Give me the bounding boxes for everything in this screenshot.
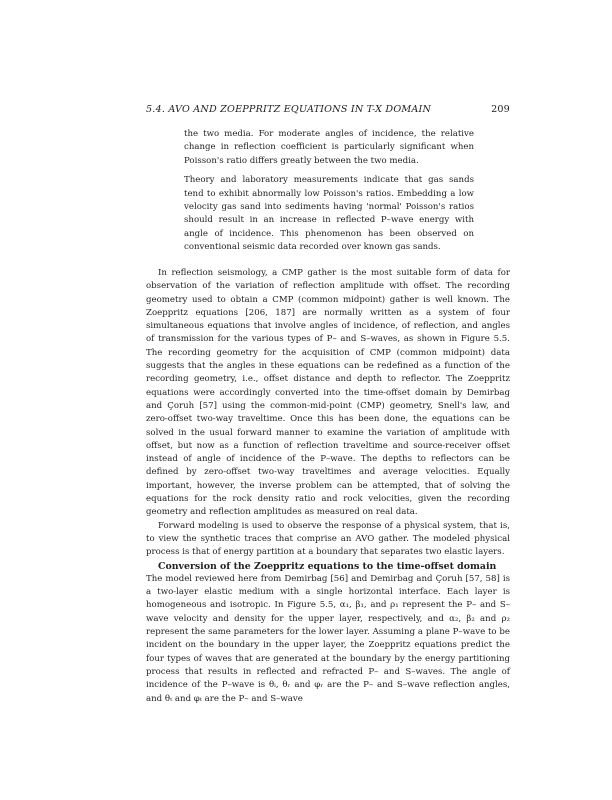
page-number: 209 [491, 104, 510, 115]
body-paragraph: In reflection seismology, a CMP gather is the most suitable form of data for observation of the variation of reflection amplitude with offset. The recording geometry used to obtain a CMP (common midpoint) gather is well known. The Zoeppritz equations [206, 187] are normally written as a system of four simultaneous equations that involve angles of incidence, of reflection, and angles of transmission for the various types of P– and S–waves, as shown in Figure 5.5. The recording geometry for the acquisition of CMP (common midpoint) data suggests that the angles in these equations can be redefined as a function of the recording geometry, i.e., offset distance and depth to reflector. The Zoeppritz equations were accordingly converted into the time-offset domain by Demirbag and Çoruh [57] using the common-mid-point (CMP) geometry, Snell's law, and zero-offset two-way traveltime. Once this has been done, the equations can be solved in the usual forward manner to examine the variation of amplitude with offset, but now as a function of reflection traveltime and source-receiver offset instead of angle of incidence of the P–wave. The depths to reflectors can be defined by zero-offset two-way traveltimes and average velocities. Equally important, however, the inverse problem can be attempted, that of solving the equations for the rock density ratio and rock velocities, given the recording geometry and reflection amplitudes as measured on real data. [146, 268, 510, 518]
body-paragraph: Forward modeling is used to observe the response of a physical system, that is, to view the synthetic traces that comprise an AVO gather. The modeled physical process is that of energy partition at a boundary that separates two elastic layers. [146, 520, 510, 558]
quoted-passage [184, 128, 474, 261]
quote-paragraph: the two media. For moderate angles of incidence, the relative change in reflection coefficient is particularly significant when Poisson's ratio differs greatly between the two media. [184, 129, 474, 166]
running-header [146, 104, 510, 115]
section-heading: Conversion of the Zoeppritz equations to the time-offset domain [158, 560, 497, 572]
section-title: 5.4. AVO AND ZOEPPRITZ EQUATIONS IN T-X DOMAIN [146, 104, 432, 115]
main-text [146, 267, 510, 706]
body-paragraph: The model reviewed here from Demirbag [56] and Demirbag and Çoruh [57, 58] is a two-layer elastic medium with a single horizontal interface. Each layer is homogeneous and isotropic. In Figure 5.5, α₁, β₁, and ρ₁ represent the P– and S–wave velocity and density for the upper layer, respectively, and α₂, β₂ and ρ₂ represent the same parameters for the lower layer. Assuming a plane P–wave to be incident on the boundary in the upper layer, the Zoeppritz equations predict the four types of waves that are generated at the boundary by the energy partitioning process that results in reflected and refracted P– and S–waves. The angle of incidence of the P–wave is θᵢ, θᵣ and φᵣ are the P– and S–wave reflection angles, and θₜ and φₜ are the P– and S–wave [146, 573, 510, 704]
quote-paragraph: Theory and laboratory measurements indicate that gas sands tend to exhibit abnormally low Poisson's ratios. Embedding a low velocity gas sand into sediments having 'normal' Poisson's ratios should result in an increase in reflected P–wave energy with angle of incidence. This phenomenon has been observed on conventional seismic data recorded over known gas sands. [184, 175, 474, 253]
